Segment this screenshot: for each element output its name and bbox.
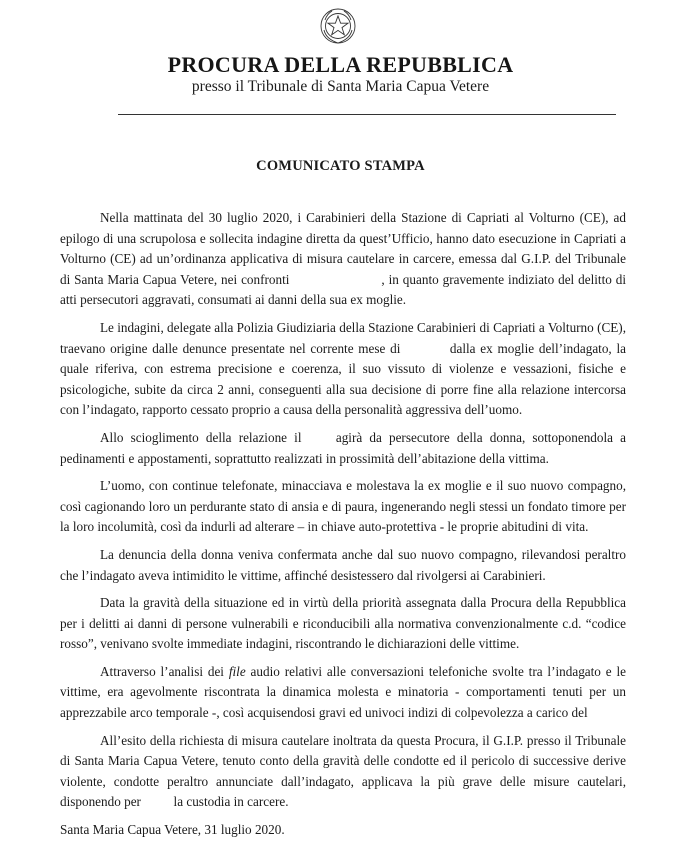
paragraph-7: Attraverso l’analisi dei file audio relativi alle conversazioni telefoniche svolte tra l’indagato e le vittime, era agevolmente riscontrata la dinamica molesta e minatoria - comportamenti tenuti per un apprezzabile arco temporale -, così acquisendosi gravi ed univoci indizi di colpevolezza a carico del [60,663,626,721]
paragraph-8: All’esito della richiesta di misura cautelare inoltrata da questa Procura, il G.I.P. presso il Tribunale di Santa Maria Capua Vetere, tenuto conto della gravità delle condotte ed il pericolo di successive derive violente, condotte peraltro annunciate dall’indagato, applicava la più grave delle misure cautelari, disponendo per la custodia in carcere. [60,732,626,810]
place-date: Santa Maria Capua Vetere, 31 luglio 2020. [60,822,285,838]
paragraph-3: Allo scioglimento della relazione il agirà da persecutore della donna, sottoponendola a pedinamenti e appostamenti, soprattutto realizzati in prossimità dell’abitazione della vittima. [60,429,627,466]
header-divider [118,114,616,115]
office-title: PROCURA DELLA REPUBBLICA [167,52,514,77]
paragraph-6: Data la gravità della situazione ed in virtù della priorità assegnata dalla Procura della Repubblica per i delitti ai danni di persone vulnerabili e riconducibili alla normativa convenzionalmente c.d. “codice rosso”, venivano svolte immediate indagini, riscontrando le dichiarazioni delle vittime. [60,595,626,652]
republic-emblem-icon [318,6,358,46]
office-subtitle: presso il Tribunale di Santa Maria Capua Vetere [191,78,490,95]
document-heading: COMUNICATO STAMPA [256,158,425,174]
paragraph-5: La denuncia della donna veniva confermata anche dal suo nuovo compagno, rilevandosi peraltro che l’indagato aveva intimidito le vittime, affinché desistessero dal rivolgersi ai Carabinieri. [60,546,626,583]
paragraph-4: L’uomo, con continue telefonate, minacciava e molestava la ex moglie e il suo nuovo compagno, così cagionando loro un perdurante stato di ansia e di paura, ingenerando negli stessi un fondato timore per la loro incolumità, così da indurli ad alterare – in chiave auto-protettiva - le proprie abitudini di vita. [60,478,626,535]
press-release-body [60,208,626,848]
paragraph-2: Le indagini, delegate alla Polizia Giudiziaria della Stazione Carabinieri di Capriati a Volturno (CE), traevano origine dalle denunce presentate nel corrente mese di dalla ex moglie dell’indagato, la quale riferiva, con estrema precisione e coerenza, il suo vissuto di violenze e vessazioni, fisiche e psicologiche, subite da circa 2 anni, conseguenti alla sua decisione di porre fine alla relazione intercorsa con l’indagato, rapporto cessato proprio a causa della personalità aggressiva dell’uomo. [60,319,626,418]
paragraph-1: Nella mattinata del 30 luglio 2020, i Carabinieri della Stazione di Capriati al Volturno (CE), ad epilogo di una scrupolosa e sollecita indagine diretta da quest’Ufficio, hanno dato esecuzione in Capriati a Volturno (CE) ad un’ordinanza applicativa di misura cautelare in carcere, emessa dal G.I.P. del Tribunale di Santa Maria Capua Vetere, nei confronti , in quanto gravemente indiziato del delitto di atti persecutori aggravati, consumati ai danni della sua ex moglie. [60,210,626,308]
